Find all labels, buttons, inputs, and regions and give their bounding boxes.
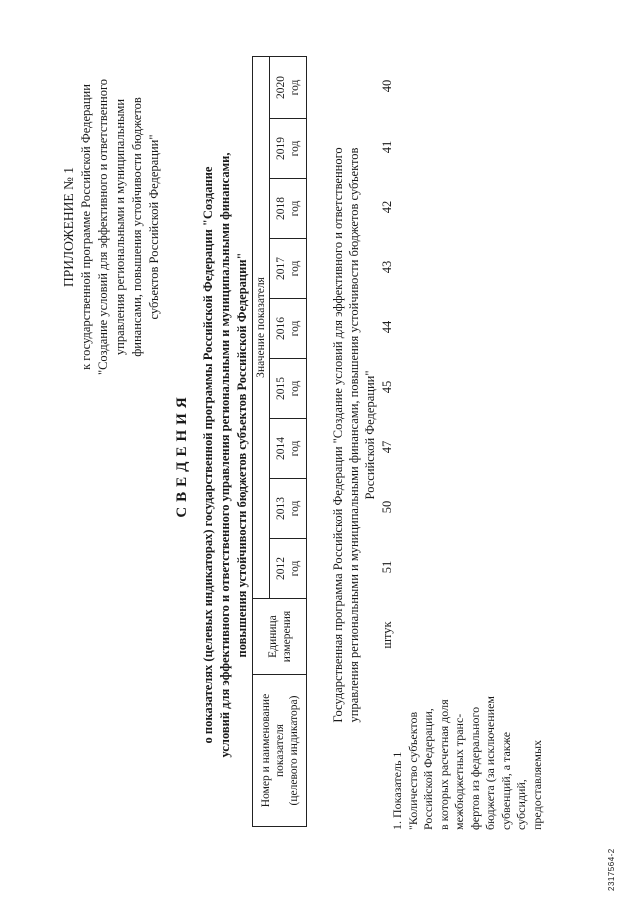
- header-year: 2014 год: [270, 419, 307, 479]
- indicator-value-2020: 40: [380, 79, 394, 93]
- program-line: управления региональными и муниципальными финансами, повышения устойчивости бюджетов субъектов: [347, 147, 361, 723]
- indicator-name: 1. Показатель 1 "Количество субъектов Российской Федерации, в которых расчетная доля межбюджетных транс- фертов из федерального бюджета (за исключением субвенций, а также субсидий, предоставляемых: [390, 695, 544, 830]
- header-year: 2016 год: [270, 299, 307, 359]
- indicator-value-2013: 50: [380, 500, 394, 514]
- document-code: 2317564-2: [607, 848, 616, 891]
- header-year: 2015 год: [270, 359, 307, 419]
- heading-subtitle-line: о показателях (целевых индикаторах) государственной программы Российской Федерации "Создание: [201, 166, 215, 744]
- program-line: Государственная программа Российской Федерации "Создание условий для эффективного и ответственного: [331, 147, 345, 723]
- header-year: 2013 год: [270, 479, 307, 539]
- appendix-line: финансами, повышения устойчивости бюджетов: [130, 97, 144, 357]
- header-year: 2012 год: [270, 539, 307, 599]
- program-line: Российской Федерации": [363, 370, 377, 500]
- indicator-value-2018: 42: [380, 200, 394, 214]
- indicator-table: [252, 56, 307, 827]
- indicator-value-2017: 43: [380, 260, 394, 274]
- header-indicator-name: Номер и наименование показателя (целевого индикатора): [253, 675, 307, 827]
- header-year: 2020 год: [270, 56, 307, 118]
- header-unit: Единица измерения: [253, 599, 307, 675]
- header-indicator-value: Значение показателя: [253, 56, 270, 598]
- program-title: [330, 55, 378, 815]
- appendix-line: управления региональными и муниципальными: [113, 98, 127, 356]
- heading-subtitle-line: условий для эффективного и ответственного управления региональными и муниципальными финансами,: [218, 152, 232, 758]
- heading-subtitle: [200, 65, 251, 845]
- appendix-line: "Создание условий для эффективного и ответственного: [96, 78, 110, 376]
- heading-title: СВЕДЕНИЯ: [174, 392, 190, 518]
- indicator-value-2016: 44: [380, 320, 394, 334]
- indicator-value-2012: 51: [380, 560, 394, 574]
- header-year: 2017 год: [270, 239, 307, 299]
- document-heading: [172, 65, 251, 845]
- header-year: 2018 год: [270, 179, 307, 239]
- indicator-unit: штук: [380, 621, 394, 649]
- heading-subtitle-line: повышения устойчивости бюджетов субъектов Российской Федерации": [235, 252, 249, 658]
- header-year: 2019 год: [270, 119, 307, 179]
- appendix-title: ПРИЛОЖЕНИЕ № 1: [61, 166, 76, 288]
- indicator-value-2014: 47: [380, 440, 394, 454]
- appendix-line: субъектов Российской Федерации": [147, 134, 161, 320]
- appendix-block: [60, 57, 163, 397]
- indicator-value-2015: 45: [380, 380, 394, 394]
- appendix-line: к государственной программе Российской Федерации: [79, 84, 93, 370]
- indicator-value-2019: 41: [380, 140, 394, 154]
